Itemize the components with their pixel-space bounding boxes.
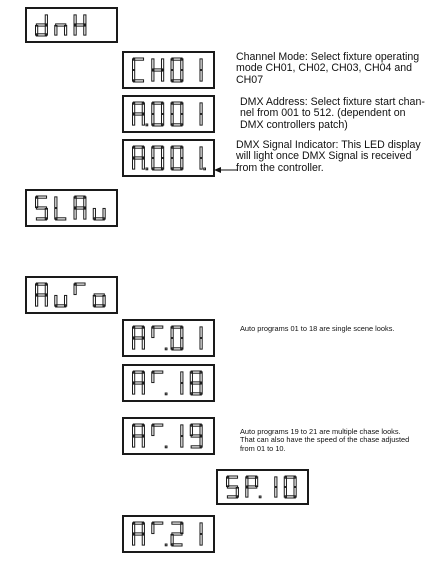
display-sp10 [216,469,309,505]
led-digits [27,191,116,225]
led-dot [146,168,148,170]
led-digits [124,419,213,453]
led-digits [124,97,213,131]
display-af01 [122,319,215,357]
note-auto-single: Auto programs 01 to 18 are single scene looks. [240,324,395,333]
led-segment [36,295,38,306]
display-slau [25,189,118,227]
led-segment [200,70,202,81]
led-dot [259,496,261,498]
display-af18 [122,364,215,402]
led-segment [200,327,202,338]
led-segment [133,114,135,125]
led-segment [142,158,144,169]
led-segment [200,534,202,545]
led-segment [275,477,277,487]
display-auto [25,276,118,314]
led-segment [152,70,154,81]
led-segment [142,383,144,394]
note-dmx-address: DMX Address: Select fixture start chan- nel from 001 to 512. (dependent on DMX controllers patch) [240,96,425,131]
led-segment [133,338,135,349]
led-segment [181,425,183,436]
led-dot [165,446,167,448]
led-segment [133,534,135,545]
note-auto-chase: Auto programs 19 to 21 are multiple chase looks. That can also have the speed of the chase adjusted from 01 to 10. [240,427,410,453]
led-digits [27,278,116,312]
arrow-left-icon [214,166,238,174]
note-channel-mode: Channel Mode: Select fixture operating mode CH01, CH02, CH03, CH04 and CH07 [236,51,420,86]
led-dot [204,168,206,170]
led-segment [200,114,202,125]
led-digits [27,9,116,41]
led-segment [133,436,135,447]
led-segment [45,295,47,306]
led-segment [161,70,163,81]
led-segment [74,25,76,35]
led-digits [218,471,307,503]
led-segment [152,59,154,70]
led-segment [84,25,86,35]
display-af21 [122,515,215,553]
led-segment [64,25,66,35]
led-segment [200,147,202,158]
led-segment [142,114,144,125]
led-segment [133,383,135,394]
led-dot [165,544,167,546]
led-segment [55,25,57,35]
led-segment [200,158,202,169]
led-digits [124,517,213,551]
led-segment [74,208,76,219]
led-dot [165,393,167,395]
led-segment [200,338,202,349]
led-segment [84,15,86,25]
led-segment [74,15,76,25]
note-dmx-signal: DMX Signal Indicator: This LED display will light once DMX Signal is received from the controller. [236,139,421,174]
led-segment [275,487,277,497]
display-a001-signal [122,139,215,177]
led-segment [142,436,144,447]
led-segment [142,534,144,545]
led-segment [55,197,57,208]
led-segment [200,59,202,70]
led-digits [124,366,213,400]
led-dot [146,124,148,126]
led-segment [133,158,135,169]
led-segment [200,103,202,114]
led-dot [165,348,167,350]
display-a001 [122,95,215,133]
display-dnh [25,7,118,43]
led-segment [246,487,248,497]
led-segment [84,208,86,219]
led-segment [161,59,163,70]
led-segment [181,372,183,383]
led-digits [124,53,213,87]
led-segment [181,436,183,447]
led-segment [142,338,144,349]
led-digits [124,141,213,175]
led-segment [45,15,47,25]
display-ch01 [122,51,215,89]
display-af19 [122,417,215,455]
led-segment [200,523,202,534]
led-segment [181,383,183,394]
led-digits [124,321,213,355]
